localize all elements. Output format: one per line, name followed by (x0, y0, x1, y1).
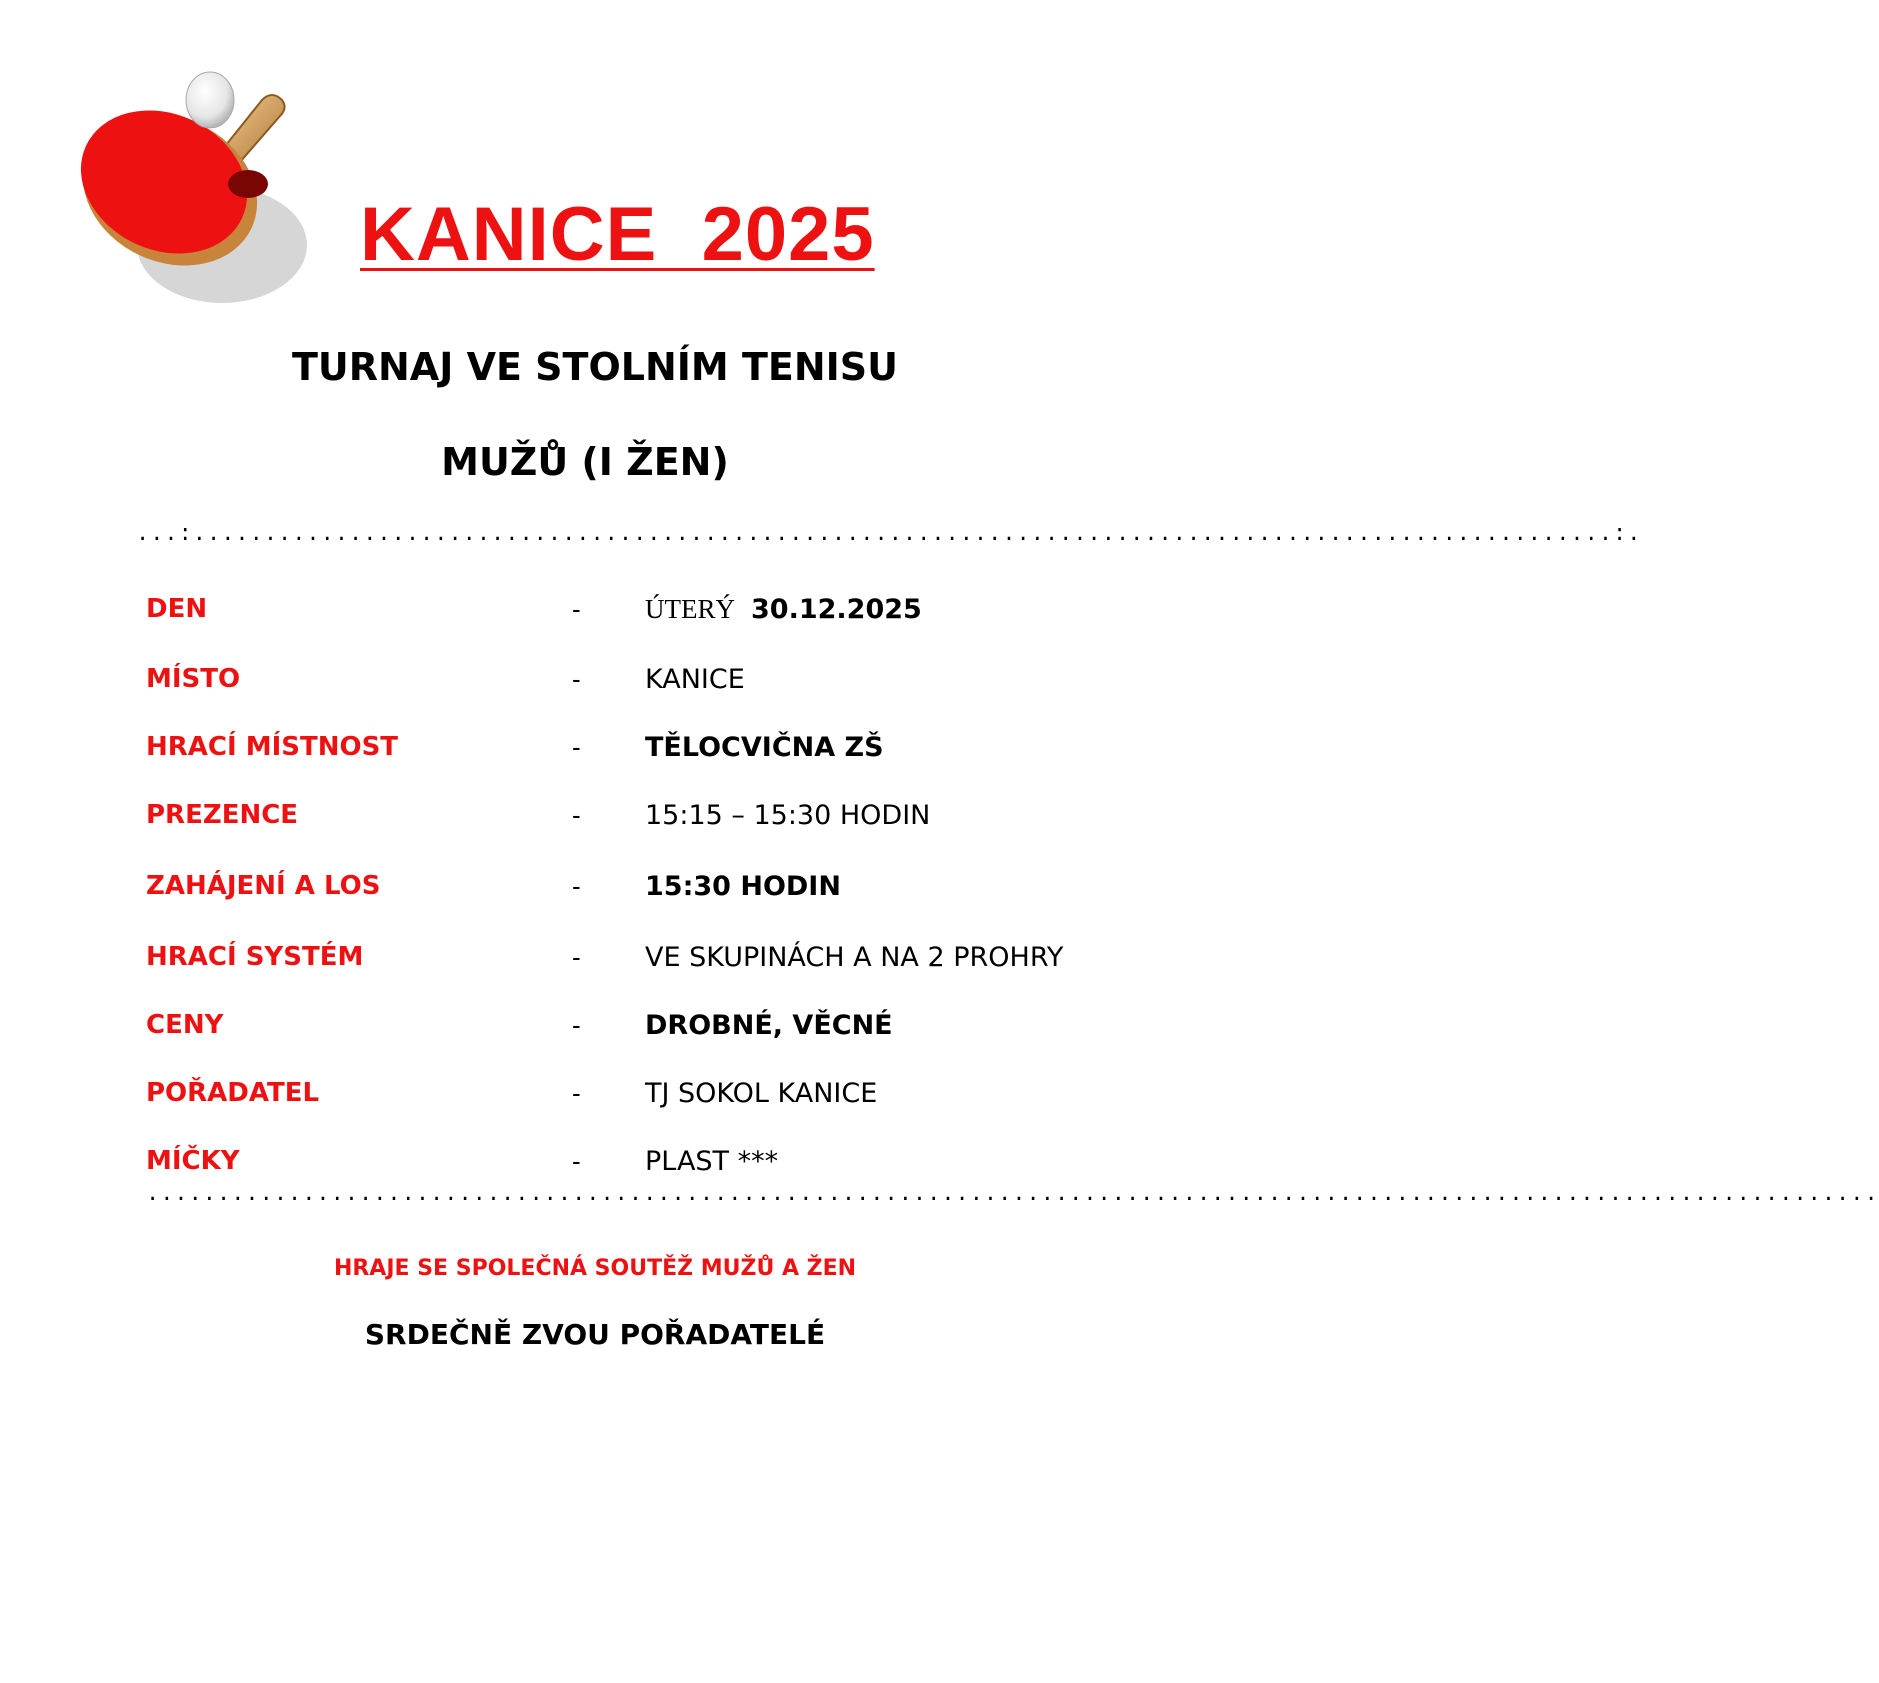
dotted-separator-top: ...:....................................................................................................:. (136, 522, 1642, 547)
weekday: ÚTERÝ (645, 594, 735, 624)
detail-dash: - (572, 732, 581, 762)
competition-note: HRAJE SE SPOLEČNÁ SOUTĚŽ MUŽŮ A ŽEN (333, 1256, 857, 1281)
dotted-separator-bottom: .......................................................................................................................... (146, 1182, 1879, 1207)
detail-value: 15:15 – 15:30 HODIN (645, 800, 931, 831)
detail-dash: - (572, 1010, 581, 1040)
detail-label: POŘADATEL (146, 1078, 320, 1108)
detail-label: PREZENCE (146, 800, 299, 830)
detail-value: TJ SOKOL KANICE (645, 1078, 878, 1109)
detail-label: HRACÍ MÍSTNOST (146, 732, 399, 762)
category-subtitle: MUŽŮ (I ŽEN) (441, 440, 729, 484)
detail-row-venue (0, 732, 1190, 782)
invitation-text: SRDEČNĚ ZVOU POŘADATELÉ (364, 1318, 826, 1351)
detail-row-day (0, 594, 1190, 644)
date: 30.12.2025 (751, 594, 922, 625)
detail-label: MÍSTO (146, 664, 241, 694)
detail-value: PLAST *** (645, 1146, 779, 1177)
detail-label: CENY (146, 1010, 224, 1040)
detail-row-registration (0, 800, 1190, 850)
detail-row-place (0, 664, 1190, 714)
detail-value: 15:30 HODIN (645, 871, 841, 902)
page-title: KANICE 2025 (360, 192, 875, 277)
detail-label: MÍČKY (146, 1146, 240, 1176)
detail-row-organizer (0, 1078, 1190, 1128)
detail-row-opening (0, 871, 1190, 921)
detail-dash: - (572, 1146, 581, 1176)
table-tennis-paddle-icon (72, 60, 322, 310)
detail-dash: - (572, 800, 581, 830)
detail-label: DEN (146, 594, 208, 624)
detail-dash: - (572, 1078, 581, 1108)
detail-dash: - (572, 594, 581, 624)
detail-label: ZAHÁJENÍ A LOS (146, 871, 381, 901)
detail-label: HRACÍ SYSTÉM (146, 942, 364, 972)
detail-row-system (0, 942, 1190, 992)
tournament-subtitle: TURNAJ VE STOLNÍM TENISU (291, 345, 899, 389)
detail-dash: - (572, 942, 581, 972)
detail-dash: - (572, 664, 581, 694)
detail-row-prizes (0, 1010, 1190, 1060)
detail-value: KANICE (645, 664, 745, 695)
detail-value: DROBNÉ, VĚCNÉ (645, 1010, 893, 1041)
detail-dash: - (572, 871, 581, 901)
detail-value: TĚLOCVIČNA ZŠ (645, 732, 884, 763)
detail-value: VE SKUPINÁCH A NA 2 PROHRY (645, 942, 1064, 973)
detail-value (645, 594, 922, 625)
